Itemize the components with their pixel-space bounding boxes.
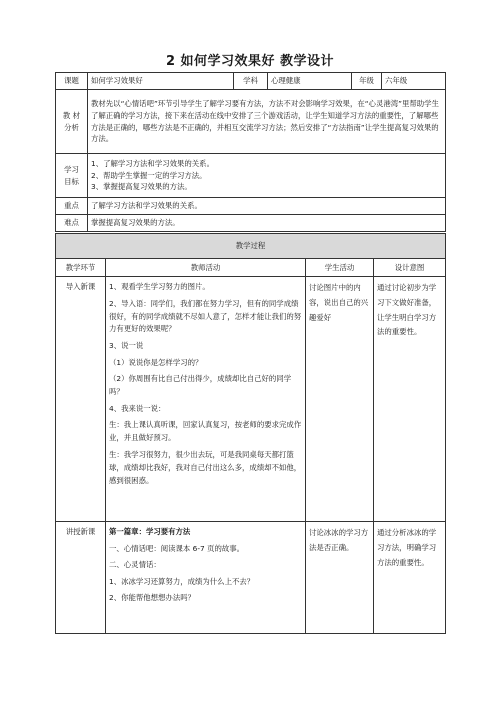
student-activity-cell: 讨论图片中的内容，说出自己的兴趣爱好 <box>306 277 374 522</box>
teacher-step: 生：我上课认真听课，回家认真复习，按老师的要求完成作业，并且做好预习。 <box>109 420 302 443</box>
teacher-step: 二、心灵情话： <box>109 560 161 570</box>
page-title: 2 如何学习效果好 教学设计 <box>165 54 335 69</box>
goal-item: 3、掌握提高复习效果的方法。 <box>91 182 192 192</box>
analysis-label: 教 材 分析 <box>56 90 88 154</box>
goal-item: 2、帮助学生掌握一定的学习方法。 <box>91 170 207 180</box>
course-label: 课题 <box>56 73 88 90</box>
subject-label: 学科 <box>234 73 268 90</box>
analysis-text: 教材先以“心情话吧”环节引导学生了解学习要有方法，方法不对会影响学习效果，在“心灵港湾”里帮助学生了解正确的学习方法，接下来在活动在线中安排了三个游戏活动，让学生知道学习方法的重要性，了解哪些方法是正确的，哪些方法是不正确的，并相互交流学习方法；然后安排了“方法指南”让学生提高复习效果的方法。 <box>88 90 446 154</box>
teacher-step: 1、冰冰学习还算努力，成绩为什么上不去？ <box>109 576 255 586</box>
key-point-row <box>56 198 446 215</box>
process-row-intro <box>56 277 446 522</box>
teacher-step: （1）说说你是怎样学习的？ <box>109 357 203 367</box>
key-point-label: 重点 <box>56 198 88 215</box>
teacher-activity-cell <box>106 522 306 634</box>
goal-item: 1、了解学习方法和学习效果的关系。 <box>91 159 214 169</box>
col-header-teacher: 教师活动 <box>106 259 306 277</box>
teacher-step: 2、导入语：同学们，我们都在努力学习，但有的同学成绩很好，有的同学成绩就不尽如人意了，怎样才能让我们的努力有更好的效果呢？ <box>109 298 302 334</box>
goals-label: 学习 目标 <box>56 154 88 198</box>
col-header-intent: 设计意图 <box>374 259 446 277</box>
stage-cell: 导入新课 <box>56 277 106 522</box>
goals-list <box>88 154 446 198</box>
teacher-step: 1、观看学生学习努力的图片。 <box>109 282 210 291</box>
teacher-step: 2、你能帮他想想办法吗？ <box>109 593 196 603</box>
process-row-new-lesson <box>56 522 446 634</box>
key-point-text: 了解学习方法和学习效果的关系。 <box>88 198 446 215</box>
col-header-student: 学生活动 <box>306 259 374 277</box>
teacher-step: 4、我来说一说： <box>109 403 166 413</box>
difficulty-row <box>56 215 446 232</box>
process-heading: 教学过程 <box>56 234 446 259</box>
design-intent-cell: 通过分析冰冰的学习方法，明确学习方法的重要性。 <box>374 522 446 634</box>
student-activity-cell: 讨论冰冰的学习方法是否正确。 <box>306 522 374 634</box>
difficulty-label: 难点 <box>56 215 88 232</box>
section-heading: 第一篇章：学习要有方法 <box>109 527 191 536</box>
grade-value: 六年级 <box>382 73 446 90</box>
teacher-step: （2）你周围有比自己付出得少，成绩却比自己好的同学吗？ <box>109 374 292 397</box>
teacher-step: 一、心情话吧：阅读课本 6-7 页的故事。 <box>109 543 245 553</box>
course-row <box>56 73 446 90</box>
grade-label: 年级 <box>352 73 382 90</box>
analysis-row <box>56 90 446 154</box>
difficulty-text: 掌握提高复习效果的方法。 <box>88 215 446 232</box>
goals-row <box>56 154 446 198</box>
course-value: 如何学习效果好 <box>88 73 234 90</box>
info-table <box>55 72 446 232</box>
teacher-step: 生：我学习很努力，很少出去玩，可是我同桌每天都打篮球，成绩却比我好，我对自己付出这么多，成绩却不如他，感到很困惑。 <box>109 449 302 485</box>
stage-cell: 讲授新课 <box>56 522 106 634</box>
col-header-stage: 教学环节 <box>56 259 106 277</box>
process-table <box>55 233 446 634</box>
design-intent-cell: 通过讨论初步为学习下文做好准备，让学生明白学习方法的重要性。 <box>374 277 446 522</box>
process-header-row <box>56 259 446 277</box>
teacher-step: 3、说一说 <box>109 341 144 350</box>
teacher-activity-cell <box>106 277 306 522</box>
subject-value: 心理健康 <box>268 73 352 90</box>
process-heading-row <box>56 234 446 259</box>
